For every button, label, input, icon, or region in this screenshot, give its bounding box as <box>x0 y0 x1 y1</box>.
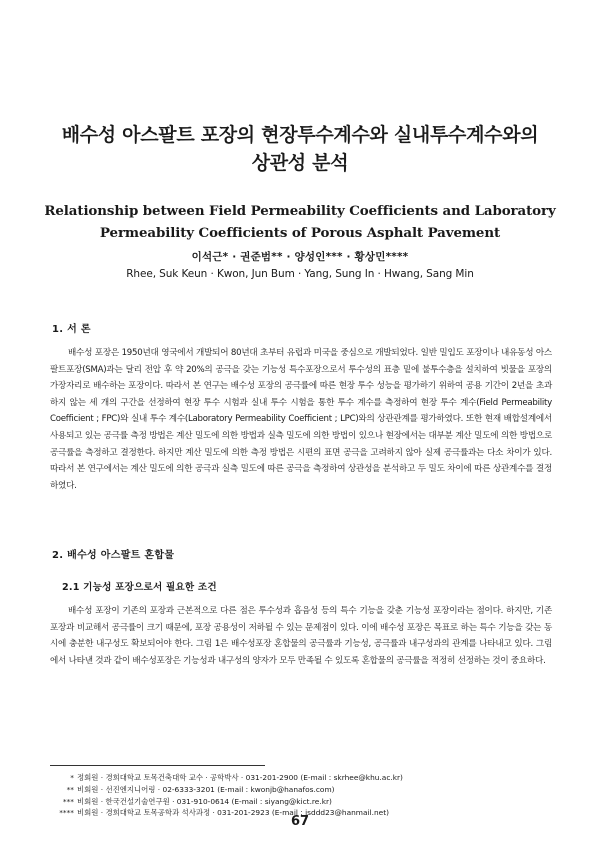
footnote-text: 비회원 · 선진엔지니어링 · 02-6333-3201 (E-mail : kwonjb@hanafos.com) <box>77 784 335 794</box>
title-korean-line-1: 배수성 아스팔트 포장의 현장투수계수와 실내투수계수와의 <box>61 124 539 146</box>
section-2-heading: 2. 배수성 아스팔트 혼합물 <box>52 550 175 561</box>
section-1-paragraph: 배수성 포장은 1950년대 영국에서 개발되어 80년대 초부터 유럽과 미국을 중심으로 개발되었다. 일반 밀입도 포장이나 내유동성 아스팔트포장(SMA)과는 달리 전압 후 약 20%의 공극을 갖는 기능성 특수포장으로서 투수성의 표층 밑에 불투수층을 설치하여 빗물을 포장의 가장자리로 배수하는 포장이다. 따라서 본 연구는 배수성 포장의 공극률에 따른 현장 투수 성능을 평가하기 위하여 공용 기간이 2년을 초과하지 않는 세 개의 구간을 선정하여 현장 투수 시험과 실내 투수 시험을 통한 투수 계수를 측정하여 현장 투수 계수(Field Permeability Coefficient ; FPC)와 실내 투수 계수(Laboratory Permeability Coefficient ; LPC)와의 상관관계를 평가하였다. 또한 현재 배합설계에서 사용되고 있는 공극률 측정 방법은 계산 밀도에 의한 방법과 실측 밀도에 의한 방법이 있으나 현장에서는 대부분 계산 밀도에 의한 방법으로 공극률을 측정하고 결정한다. 하지만 계산 밀도에 의한 측정 방법은 시편의 표면 공극을 고려하지 않아 실제 공극률과는 다소 차이가 있다. 따라서 본 연구에서는 계산 밀도에 의한 공극과 실측 밀도에 따른 공극을 측정하여 상관성을 분석하고 두 밀도 차이에 따른 상관계수를 결정하였다. <box>50 348 552 491</box>
paper-title-korean <box>40 121 560 177</box>
footnote-divider <box>50 765 265 766</box>
page-number: 67 <box>290 814 310 829</box>
title-korean-line-2: 상관성 분석 <box>251 152 349 174</box>
section-1-heading: 1. 서 론 <box>52 324 91 335</box>
authors-korean: 이석근* · 권준범** · 양성인*** · 황상민**** <box>191 251 409 263</box>
footnote <box>52 784 512 796</box>
paper-title-english <box>40 200 560 244</box>
footnote-text: 비회원 · 한국건설기술연구원 · 031-910-0614 (E-mail : siyang@kict.re.kr) <box>77 796 332 806</box>
footnote-mark: *** <box>62 796 74 806</box>
footnote <box>52 796 512 808</box>
author-footnotes <box>52 772 512 819</box>
authors-english: Rhee, Suk Keun · Kwon, Jun Bum · Yang, Sung In · Hwang, Sang Min <box>126 268 474 280</box>
section-2-1-paragraph: 배수성 포장이 기존의 포장과 근본적으로 다른 점은 투수성과 흡음성 등의 특수 기능을 갖춘 기능성 포장이라는 점이다. 하지만, 기존 포장과 비교해서 공극률이 크기 때문에, 포장 공용성이 저하될 수 있는 문제점이 있다. 이에 배수성 포장은 목표로 하는 특수 기능을 갖는 동시에 충분한 내구성도 확보되어야 한다. 그림 1은 배수성포장 혼합물의 공극률과 기능성, 공극률과 내구성과의 관계를 나타내고 있다. 그림에서 나타낸 것과 같이 배수성포장은 기능성과 내구성의 양자가 모두 만족될 수 있도록 혼합물의 공극률을 적정히 선정하는 것이 중요하다. <box>50 606 552 666</box>
title-english-line-1: Relationship between Field Permeability Coefficients and Laboratory <box>44 203 556 219</box>
footnote-mark: * <box>70 773 74 782</box>
footnote-mark: ** <box>66 784 74 794</box>
footnote-text: 비회원 · 경희대학교 토목공학과 석사과정 · 031-201-2923 (E-mail : jsddd23@hanmail.net) <box>77 808 389 818</box>
footnote-text: 정회원 · 경희대학교 토목건축대학 교수 · 공학박사 · 031-201-2900 (E-mail : skrhee@khu.ac.kr) <box>77 773 403 782</box>
title-english-line-2: Permeability Coefficients of Porous Asphalt Pavement <box>99 225 501 241</box>
footnote <box>52 772 512 784</box>
section-2-1-heading: 2.1 기능성 포장으로서 필요한 조건 <box>62 582 217 593</box>
footnote-mark: **** <box>59 808 74 818</box>
